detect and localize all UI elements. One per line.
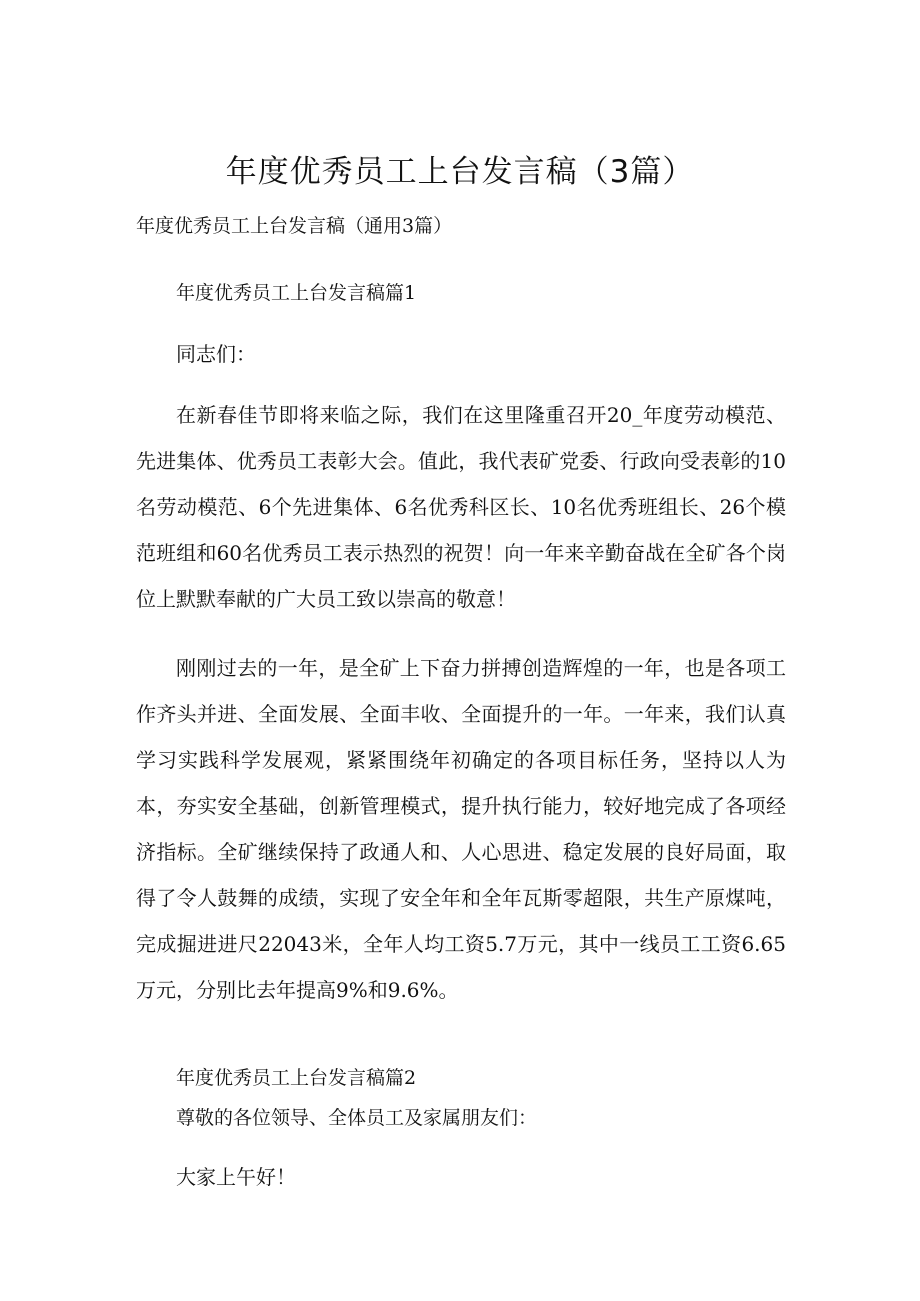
section1-heading: 年度优秀员工上台发言稿篇1 xyxy=(176,282,417,304)
section1-paragraph-2: 刚刚过去的一年，是全矿上下奋力拼搏创造辉煌的一年，也是各项工作齐头并进、全面发展、全面丰收、全面提升的一年。一年来，我们认真学习实践科学发展观，紧紧围绕年初确定的各项目标任务，坚持以人为本，夯实安全基础，创新管理模式，提升执行能力，较好地完成了各项经济指标。全矿继续保持了政通人和、人心思进、稳定发展的良好局面，取得了令人鼓舞的成绩，实现了安全年和全年瓦斯零超限，共生产原煤吨，完成掘进进尺22043米，全年人均工资5.7万元，其中一线员工工资6.65万元，分别比去年提高9%和9.6%。 xyxy=(136,656,786,1002)
section2-greeting: 大家上午好！ xyxy=(176,1165,296,1189)
section2-salutation: 尊敬的各位领导、全体员工及家属朋友们： xyxy=(176,1107,538,1129)
document-subtitle: 年度优秀员工上台发言稿（通用3篇） xyxy=(136,215,453,237)
section2-heading: 年度优秀员工上台发言稿篇2 xyxy=(176,1067,417,1089)
section1-salutation: 同志们： xyxy=(176,342,256,366)
document-title: 年度优秀员工上台发言稿（3篇） xyxy=(225,154,695,190)
section1-paragraph-1: 在新春佳节即将来临之际，我们在这里隆重召开20_年度劳动模范、先进集体、优秀员工表彰大会。值此，我代表矿党委、行政向受表彰的10名劳动模范、6个先进集体、6名优秀科区长、10名优秀班组长、26个模范班组和60名优秀员工表示热烈的祝贺！向一年来辛勤奋战在全矿各个岗位上默默奉献的广大员工致以崇高的敬意！ xyxy=(136,403,786,611)
